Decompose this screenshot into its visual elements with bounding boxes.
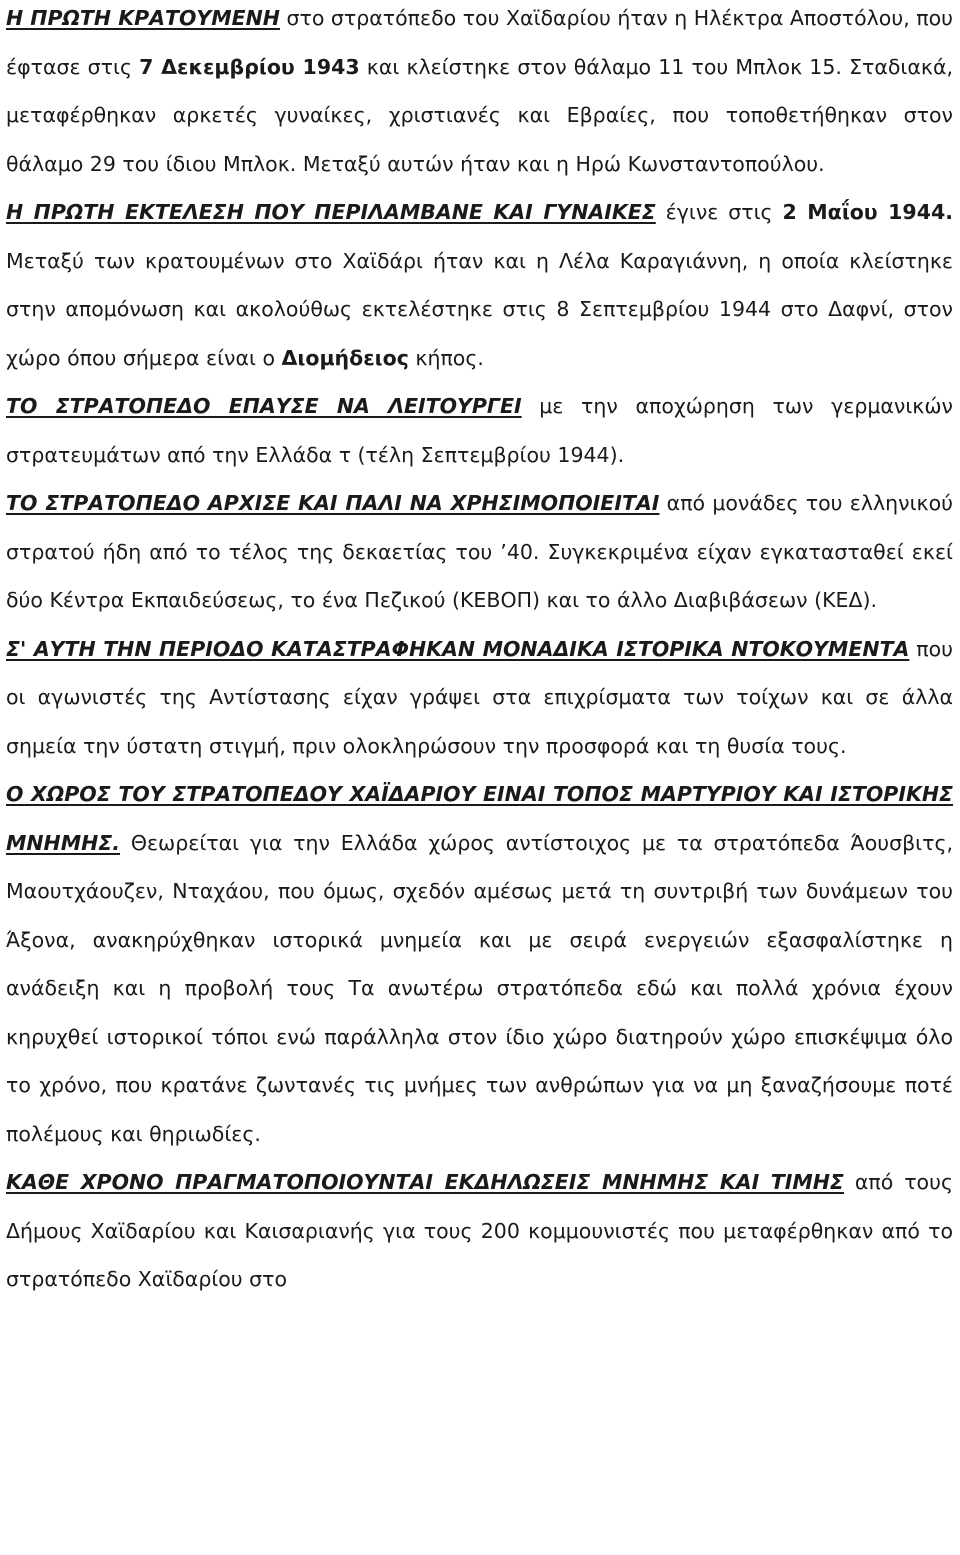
paragraph-text: που οι αγωνιστές της Αντίστασης είχαν γράψει στα επιχρίσματα των τοίχων και σε άλλα σημεία την ύστατη στιγμή, πριν ολοκληρώσουν την προσφορά και τη θυσία τους. bbox=[6, 636, 954, 758]
document-page bbox=[6, 0, 953, 1304]
date-arrival: 7 Δεκεμβρίου 1943 bbox=[139, 54, 360, 79]
heading-camp-closed: ΤΟ ΣΤΡΑΤΟΠΕΔΟ ΕΠΑΥΣΕ ΝΑ ΛΕΙΤΟΥΡΓΕΙ bbox=[6, 394, 522, 418]
heading-first-detainee: Η ΠΡΩΤΗ ΚΡΑΤΟΥΜΕΝΗ bbox=[6, 6, 280, 30]
paragraph-text: και κλείστηκε στον θάλαμο 11 του Μπλοκ 15. Σταδιακά, μεταφέρθηκαν αρκετές γυναίκες, χριστιανές και Εβραίες, που τοποθετήθηκαν στον θάλαμο 29 του ίδιου Μπλοκ. Μεταξύ αυτών ήταν και η Ηρώ Κωνσταντοπούλου. bbox=[6, 54, 953, 176]
paragraph-text: στο στρατόπεδο του Χαϊδαρίου ήταν η Ηλέκτρα Αποστόλου, που έφτασε στις bbox=[6, 6, 953, 79]
heading-place-of-memory: Ο ΧΩΡΟΣ ΤΟΥ ΣΤΡΑΤΟΠΕΔΟΥ ΧΑΪΔΑΡΙΟΥ ΕΙΝΑΙ ΤΟΠΟΣ ΜΑΡΤΥΡΙΟΥ ΚΑΙ ΙΣΤΟΡΙΚΗΣ ΜΝΗΜΗΣ. bbox=[6, 782, 953, 855]
paragraph-documents-destroyed bbox=[6, 625, 953, 771]
paragraph-text: Θεωρείται για την Ελλάδα χώρος αντίστοιχος με τα στρατόπεδα Άουσβιτς, Μαουτχάουζεν, Νταχάου, που όμως, σχεδόν αμέσως μετά τη συντριβή των δυνάμεων του Άξονα, ανακηρύχθηκαν ιστορικά μνημεία και με σειρά ενεργειών εξασφαλίστηκε η ανάδειξη και η προβολή τους Τα ανωτέρω στρατόπεδα εδώ και πολλά χρόνια έχουν κηρυχθεί ιστορικοί τόποι ενώ παράλληλα στον ίδιο χώρο διατηρούν χώρο επισκέψιμα όλο το χρόνο, που κρατάνε ζωντανές τις μνήμες των ανθρώπων για να μη ξαναζήσουμε ποτέ πολέμους και θηριωδίες. bbox=[6, 830, 953, 1146]
heading-annual-events: ΚΑΘΕ ΧΡΟΝΟ ΠΡΑΓΜΑΤΟΠΟΙΟΥΝΤΑΙ ΕΚΔΗΛΩΣΕΙΣ ΜΝΗΜΗΣ ΚΑΙ ΤΙΜΗΣ bbox=[6, 1170, 844, 1194]
paragraph-camp-closed bbox=[6, 382, 953, 479]
paragraph-place-of-memory bbox=[6, 770, 953, 1158]
paragraph-text: από τους Δήμους Χαϊδαρίου και Καισαριανής για τους 200 κομμουνιστές που μεταφέρθηκαν από το στρατόπεδο Χαϊδαρίου στο bbox=[6, 1170, 953, 1291]
paragraph-first-detainee bbox=[6, 0, 953, 188]
heading-first-execution: Η ΠΡΩΤΗ ΕΚΤΕΛΕΣΗ ΠΟΥ ΠΕΡΙΛΑΜΒΑΝΕ ΚΑΙ ΓΥΝΑΙΚΕΣ bbox=[6, 200, 656, 224]
paragraph-text: με την αποχώρηση των γερμανικών στρατευμάτων από την Ελλάδα τ (τέλη Σεπτεμβρίου 1944). bbox=[6, 394, 953, 467]
heading-documents-destroyed: Σ' ΑΥΤΗ ΤΗΝ ΠΕΡΙΟΔΟ ΚΑΤΑΣΤΡΑΦΗΚΑΝ ΜΟΝΑΔΙΚΑ ΙΣΤΟΡΙΚΑ ΝΤΟΚΟΥΜΕΝΤΑ bbox=[6, 636, 910, 661]
paragraph-text: Μεταξύ των κρατουμένων στο Χαϊδάρι ήταν και η Λέλα Καραγιάννη, η οποία κλείστηκε στην απομόνωση και ακολούθως εκτελέστηκε στις 8 Σεπτεμβρίου 1944 στο Δαφνί, στον χώρο όπου σήμερα είναι ο bbox=[6, 248, 953, 370]
paragraph-text: κήπος. bbox=[408, 345, 484, 370]
heading-camp-reused: ΤΟ ΣΤΡΑΤΟΠΕΔΟ ΑΡΧΙΣΕ ΚΑΙ ΠΑΛΙ ΝΑ ΧΡΗΣΙΜΟΠΟΙΕΙΤΑΙ bbox=[6, 491, 660, 515]
paragraph-camp-reused bbox=[6, 479, 953, 625]
date-execution: 2 Μαΐου 1944. bbox=[782, 200, 954, 224]
paragraph-text: από μονάδες του ελληνικού στρατού ήδη από το τέλος της δεκαετίας του ’40. Συγκεκριμένα είχαν εγκατασταθεί εκεί δύο Κέντρα Εκπαιδεύσεως, το ένα Πεζικού (ΚΕΒΟΠ) και το άλλο Διαβιβάσεων (ΚΕΔ). bbox=[6, 491, 954, 612]
paragraph-text: έγινε στις bbox=[655, 200, 783, 224]
place-name: Διομήδειος bbox=[281, 345, 409, 370]
paragraph-annual-events bbox=[6, 1158, 953, 1304]
paragraph-first-execution bbox=[6, 188, 953, 382]
